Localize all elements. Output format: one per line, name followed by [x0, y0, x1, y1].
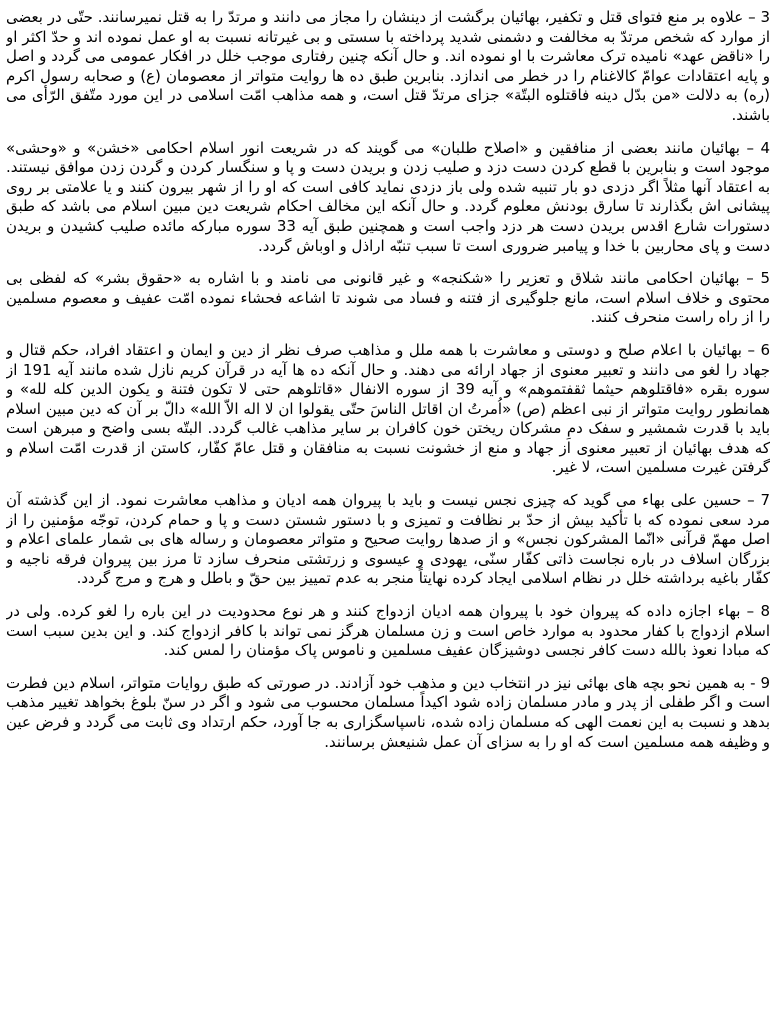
paragraph-4: 4 – بهائیان مانند بعضی از منافقین و «اصلاح طلبان» می گویند که در شریعت انور اسلام احکامی «خشن» و «وحشی» موجود است و بنابرین با قطع کردن دست دزد و صلیب زدن و بریدن دست و پا و سنگسار کردن و گردن زدن موافق نیستند. به اعتقاد آنها مثلاً اگر دزدی دو بار تنبیه شده ولی باز دزدی نماید کافی است که او را از شهر بیرون کنند و یا علامتی بر روی پیشانی اش بگذارند تا سارق بودنش معلوم گردد. و حال آنکه این مخالف احکام شریعت دین مبین اسلام می باشد که طبق دستورات شارع اقدس بریدن دست هر دزد واجب است و همچنین طبق آیه 33 سوره مبارکه مائده صلیب کشیدن و بریدن دست و پای محاربین با خدا و پیامبر ضروری است تا سبب تنبّه اراذل و اوباش گردد.: [6, 138, 770, 255]
paragraph-8: 8 – بهاء اجازه داده که پیروان خود با پیروان همه ادیان ازدواج کنند و هر نوع محدودیت در این باره را لغو کرده. ولی در اسلام ازدواج با کفار محدود به موارد خاص است و زن مسلمان هرگز نمی تواند با کافر ازدواج کند. و این بدین سبب است که مبادا نعوذ بالله دست کافر نجسی دوشیزگان عفیف مسلمین و ناموس پاک مؤمنان را لمس کند.: [6, 602, 770, 660]
document-page: [6, 8, 770, 1032]
paragraph-6: 6 – بهائیان با اعلام صلح و دوستی و معاشرت با همه ملل و مذاهب صرف نظر از دین و ایمان و اعتقاد افراد، حکم قتال و جهاد را لغو می دانند و تعبیر معنوی از جهاد ارائه می دهند. و حال آنکه ده ها آیه در قرآن کریم نازل شده مانند آیه 191 از سوره بقره «فاقتلوهم حیثما ثقفتموهم» و آیه 39 از سوره الانفال «قاتلوهم حتی لا تکون فتنة و یکون الدین کله لله» و همانطور روایت متواتر از نبی اعظم (ص) «اُمرتُ ان اقاتل الناسَ حتّی یقولوا ان لا اله الاّ الله» دالّ بر آن که دین مبین اسلام باید با قدرت شمشیر و سفک دمِ مشرکان ریختن خون کافران بر سایر مذاهب غالب گردد. البتّه بسی واضح و مبرهن است که هدف بهائیان از تعبیر معنوی از جهاد و منع از خشونت نسبت به منافقان و قتل عامّ کفّار، کاستن از قدرت امّت اسلام و گرفتن غیرت مسلمین است، لا غیر.: [6, 340, 770, 477]
paragraph-5: 5 – بهائیان احکامی مانند شلاق و تعزیر را «شکنجه» و غیر قانونی می نامند و با اشاره به «حقوق بشر» که لفظی بی محتوی و خلاف اسلام است، مانع جلوگیری از فتنه و فساد می شوند تا اشاعه فحشاء نموده امّت عفیف و معصوم مسلمین را از راه راست منحرف کنند.: [6, 269, 770, 327]
paragraph-9: 9 - به همین نحو بچه های بهائی نیز در انتخاب دین و مذهب خود آزادند. در صورتی که طبق روایات متواتر، اسلام دین فطرت است و اگر طفلی از پدر و مادر مسلمان زاده شود اکیداً مسلمان محسوب می شود و اگر در سنّ بلوغ بخواهد تغییر مذهب بدهد و نسبت به این نعمت الهی که مسلمان زاده شده، ناسپاسگزاری به جا آورد، حکم ارتداد وی ثابت می گردد و فرض عین و وظیفه همه مسلمین است که او را به سزای آن عمل شنیعش برسانند.: [6, 673, 770, 751]
paragraph-3: 3 – علاوه بر منع فتوای قتل و تکفیر، بهائیان برگشت از دینشان را مجاز می دانند و مرتدّ را به قتل نمیرسانند. حتّی در بعضی از موارد که شخص مرتدّ به مخالفت و دشمنی شدید پرداخته با سستی و بی غیرتانه نسبت به او عمل نموده اند و حدّ اکثر او را «ناقض عهد» نامیده ترک معاشرت با او نموده اند. و حال آنکه چنین رفتاری موجب خلل در افکار عمومی می گردد و اصل و پایه اعتقادات عوامّ کالاغنام را در خطر می اندازد. بنابرین طبق ده ها روایت متواتر از معصومان (ع) و صحابه رسول اکرم (ره) به دلالت «من بدّل دینه فاقتلوه البتّة» جزای مرتدّ قتل است، و همه مذاهب امّت اسلامی در این مورد متّفق الرّأی می باشند.: [6, 8, 770, 124]
paragraph-7: 7 – حسین علی بهاء می گوید که چیزی نجس نیست و باید با پیروان همه ادیان و مذاهب معاشرت نمود. از این گذشته آن مرد سعی نموده که با تأکید بیش از حدّ بر نظافت و تمیزی و با دستور شستن دست و پا و حمام کردن، توجّه مؤمنین را از اصل مهمّ قرآنی «انّما المشرکون نجس» و از صدها روایت صحیح و متواتر معصومان و رساله های بی شمار علمای اعلام و بزرگان اسلاف در باره نجاست ذاتی کفّار سنّی، یهودی و عیسوی و زرتشتی منحرف سازد تا مرز بین پیروان فرقه ناجیه و کفّار باغیه برداشته خلل در نظام اسلامی ایجاد کرده نهایتاً منجر به عدم تمییز بین حقّ و باطل و هرج و مرج گردد.: [6, 491, 770, 588]
